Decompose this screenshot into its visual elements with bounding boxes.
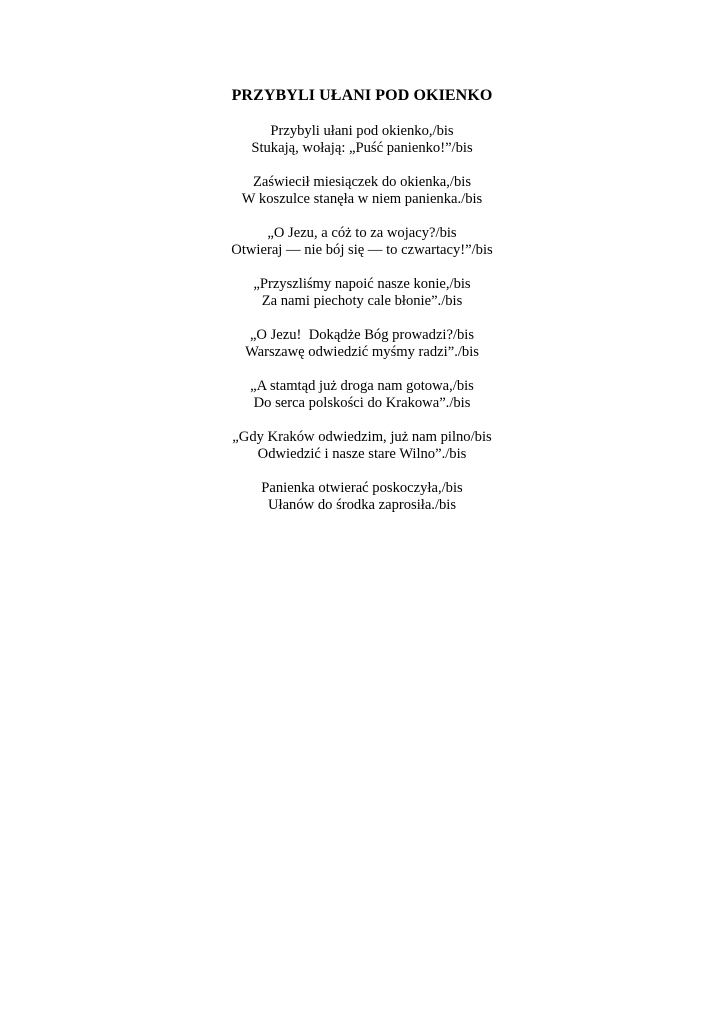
verse-line: Warszawę odwiedzić myśmy radzi”./bis bbox=[245, 344, 479, 360]
page-title: PRZYBYLI UŁANI POD OKIENKO bbox=[231, 87, 493, 104]
stanza-4 bbox=[0, 276, 724, 310]
verse-line: W koszulce stanęła w niem panienka./bis bbox=[241, 191, 483, 207]
verse-line: „A stamtąd już droga nam gotowa,/bis bbox=[250, 378, 474, 394]
stanza-7 bbox=[0, 429, 724, 463]
verse-line: Stukają, wołają: „Puść panienko!”/bis bbox=[251, 140, 473, 156]
stanza-1 bbox=[0, 123, 724, 157]
verse-line: „Gdy Kraków odwiedzim, już nam pilno/bis bbox=[232, 429, 492, 445]
verse-line: „O Jezu, a cóż to za wojacy?/bis bbox=[267, 225, 457, 241]
stanza-5 bbox=[0, 327, 724, 361]
verse-line: Odwiedzić i nasze stare Wilno”./bis bbox=[257, 446, 467, 462]
stanza-2 bbox=[0, 174, 724, 208]
song-verses bbox=[0, 123, 724, 531]
stanza-8 bbox=[0, 480, 724, 514]
verse-line: Za nami piechoty cale błonie”./bis bbox=[261, 293, 463, 309]
verse-line: Do serca polskości do Krakowa”./bis bbox=[253, 395, 471, 411]
verse-line: Zaświecił miesiączek do okienka,/bis bbox=[252, 174, 472, 190]
verse-line: Przybyli ułani pod okienko,/bis bbox=[270, 123, 454, 139]
stanza-6 bbox=[0, 378, 724, 412]
stanza-3 bbox=[0, 225, 724, 259]
verse-line: Otwieraj — nie bój się — to czwartacy!”/bis bbox=[231, 242, 493, 258]
verse-line: „O Jezu! Dokądże Bóg prowadzi?/bis bbox=[249, 327, 475, 343]
verse-line: Ułanów do środka zaprosiła./bis bbox=[267, 497, 457, 513]
verse-line: Panienka otwierać poskoczyła,/bis bbox=[261, 480, 463, 496]
verse-line: „Przyszliśmy napoić nasze konie,/bis bbox=[253, 276, 471, 292]
